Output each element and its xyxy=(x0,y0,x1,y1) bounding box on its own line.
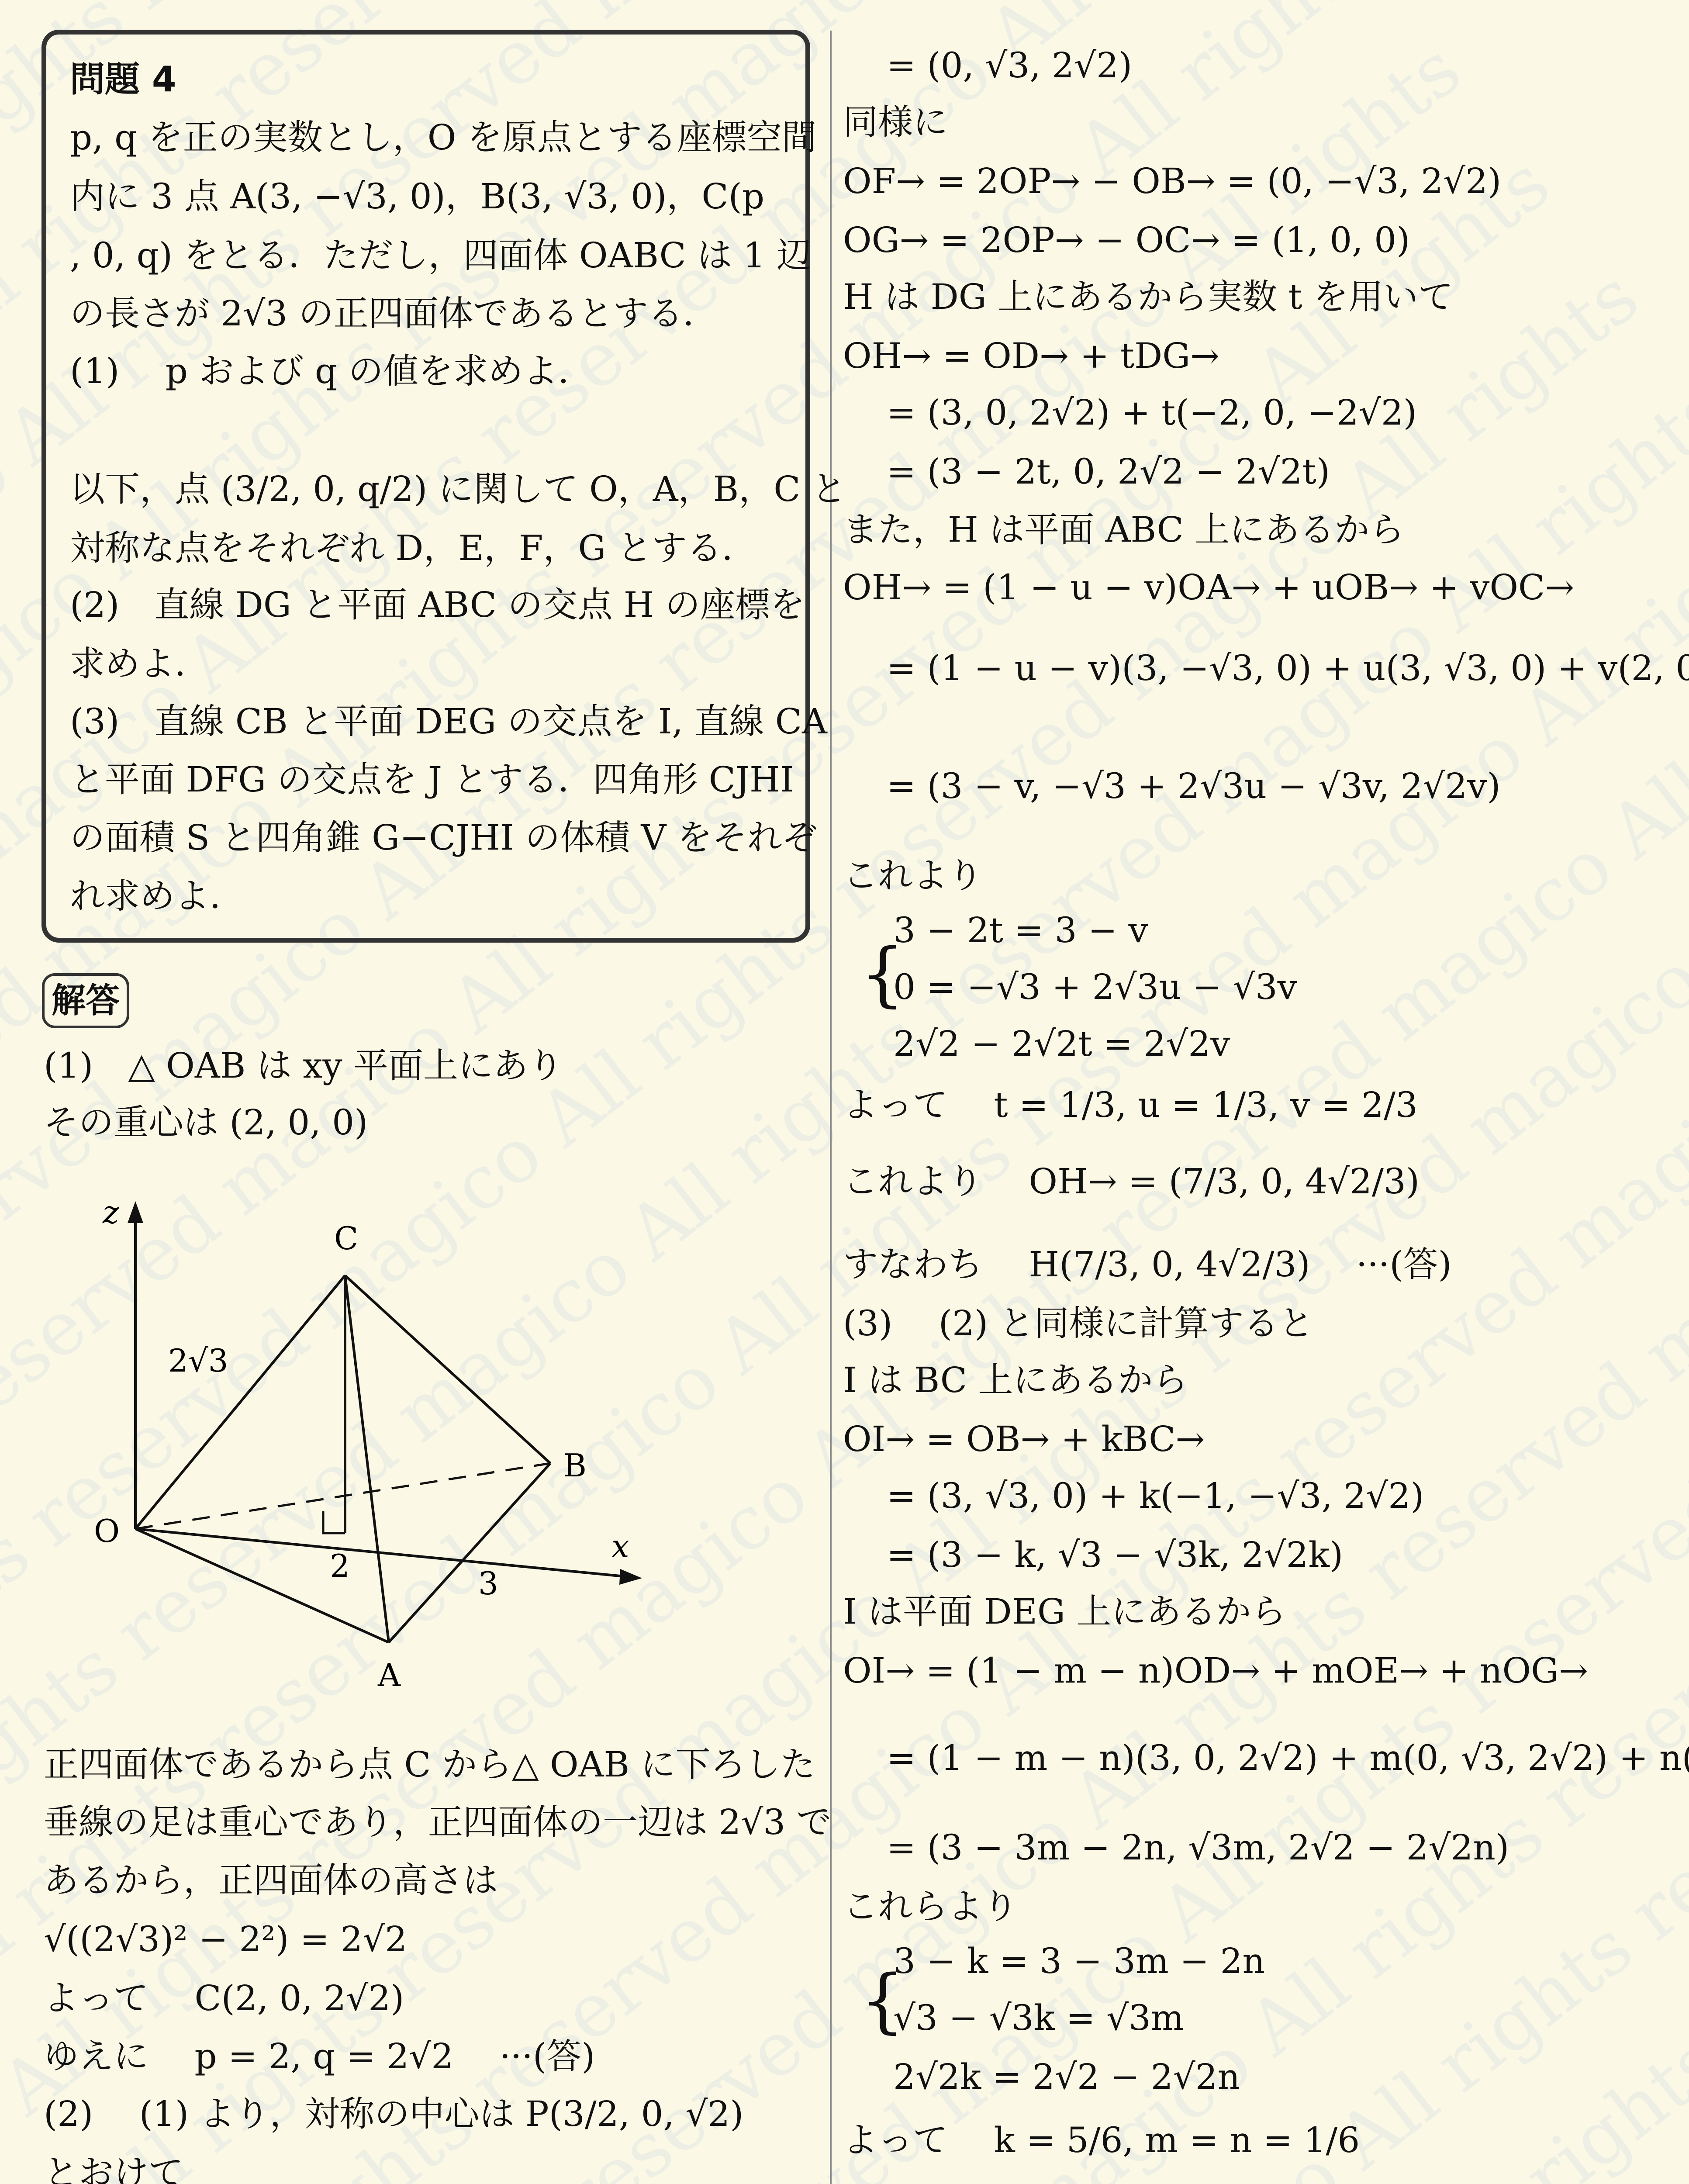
left-line: その重心は (2, 0, 0) xyxy=(44,1101,368,1144)
column-divider xyxy=(830,31,832,2184)
right-line: OH→ = (1 − u − v)OA→ + uOB→ + vOC→ xyxy=(843,566,1574,609)
brace: { xyxy=(860,909,905,1040)
left-line: とおけて xyxy=(44,2151,183,2184)
right-line: H は DG 上にあるから実数 t を用いて xyxy=(843,275,1453,319)
right-line: = (1 − m − n)(3, 0, 2√2) + m(0, √3, 2√2) + n xyxy=(887,1736,1689,1780)
problem-line: と平面 DFG の交点を J とする．四角形 CJHI xyxy=(70,758,794,802)
problem-line: (1) p および q の値を求めよ． xyxy=(70,349,593,393)
label-z: z xyxy=(102,1194,120,1230)
label-o: O xyxy=(94,1513,120,1549)
x-axis-line xyxy=(135,1529,629,1577)
right-line: = (0, √3, 2√2) xyxy=(887,44,1132,87)
right-line: 3 − k = 3 − 3m − 2n xyxy=(893,1939,1265,1983)
tetrahedron-figure xyxy=(52,1192,673,1708)
right-line: 3 − 2t = 3 − v xyxy=(893,909,1148,952)
problem-line: , 0, q) をとる．ただし，四面体 OABC は 1 辺 xyxy=(70,234,812,277)
right-line: よって k = 5/6, m = n = 1/6 xyxy=(843,2118,1360,2162)
right-line: I は BC 上にあるから xyxy=(843,1358,1188,1402)
edge-cb xyxy=(345,1275,550,1463)
problem-line: 求めよ． xyxy=(70,642,210,686)
edge-oa xyxy=(135,1529,389,1642)
left-line: 垂線の足は重心であり，正四面体の一辺は 2√3 で xyxy=(44,1800,832,1844)
problem-line: 内に 3 点 A(3, −√3, 0)，B(3, √3, 0)，C(p xyxy=(70,175,764,218)
edge-ob-hidden xyxy=(135,1463,550,1529)
problem-line: (2) 直線 DG と平面 ABC の交点 H の座標を xyxy=(70,583,805,627)
right-line: √3 − √3k = √3m xyxy=(893,1996,1184,2040)
right-line: これより OH→ = (7/3, 0, 4√2/3) xyxy=(843,1160,1420,1203)
x-axis-arrow xyxy=(619,1569,642,1585)
left-line: √((2√3)² − 2²) = 2√2 xyxy=(44,1918,407,1961)
right-line: これより xyxy=(843,854,983,898)
right-line: = (3, 0, 2√2) + t(−2, 0, −2√2) xyxy=(887,391,1417,435)
problem-line: の面積 S と四角錐 G−CJHI の体積 V をそれぞ xyxy=(70,816,817,860)
right-line: 2√2k = 2√2 − 2√2n xyxy=(893,2055,1240,2099)
right-line: = (3 − 3m − 2n, √3m, 2√2 − 2√2n) xyxy=(887,1826,1509,1870)
right-line: OG→ = 2OP→ − OC→ = (1, 0, 0) xyxy=(843,218,1410,262)
right-line: 0 = −√3 + 2√3u − √3v xyxy=(893,965,1297,1009)
right-line: よって t = 1/3, u = 1/3, v = 2/3 xyxy=(843,1083,1418,1127)
watermark: magico All rights reserved magico All reserved magico All rights reserved magico All rights reserved magico All rights reserved magico All rights reserved magico All rights reserved magico All rights reserved rights reserved magico All rights reserved magico All rights reserved rights reserved magico All rights reserved magico All rights All rights reserved magico All rights reserved magico All rights All rights reserved magico All rights reserved magico All All rights reserved magico All rights reserved magico All rights reserved magico All rights reserved magico reserved magico All rights reserved magico magico All rights reserved magico All rights reserved All rights reserved rights xyxy=(0,0,1689,2184)
left-line: ゆえに p = 2, q = 2√2 ···(答) xyxy=(44,2035,595,2078)
left-line: 正四面体であるから点 C から△ OAB に下ろした xyxy=(44,1743,815,1787)
problem-line: p, q を正の実数とし，O を原点とする座標空間 xyxy=(70,116,817,159)
right-line: また，H は平面 ABC 上にあるから xyxy=(843,508,1404,552)
problem-line: の長さが 2√3 の正四面体であるとする． xyxy=(70,292,718,335)
right-line: OI→ = OB→ + kBC→ xyxy=(843,1417,1205,1461)
right-line: = (1 − u − v)(3, −√3, 0) + u(3, √3, 0) + v(2, 0 xyxy=(887,646,1689,690)
right-line: = (3 − 2t, 0, 2√2 − 2√2t) xyxy=(887,450,1330,494)
problem-line: 以下，点 (3/2, 0, q/2) に関して O，A，B，C と xyxy=(70,467,846,511)
left-line: よって C(2, 0, 2√2) xyxy=(44,1977,404,2020)
problem-line: れ求めよ． xyxy=(70,874,245,918)
right-line: = (3 − v, −√3 + 2√3u − √3v, 2√2v) xyxy=(887,764,1501,808)
right-line: OI→ = (1 − m − n)OD→ + mOE→ + nOG→ xyxy=(843,1649,1588,1693)
edge-oc xyxy=(135,1275,345,1529)
right-line: OF→ = 2OP→ − OB→ = (0, −√3, 2√2) xyxy=(843,159,1501,203)
label-c: C xyxy=(334,1220,358,1257)
edge-ca xyxy=(345,1275,389,1642)
right-line: = (3, √3, 0) + k(−1, −√3, 2√2) xyxy=(887,1474,1424,1518)
problem-line: 対称な点をそれぞれ D，E，F，G とする． xyxy=(70,526,757,570)
right-line: 2√2 − 2√2t = 2√2v xyxy=(893,1022,1230,1066)
brace: { xyxy=(860,1935,905,2066)
right-line: (3) (2) と同様に計算すると xyxy=(843,1302,1314,1345)
left-line: あるから，正四面体の高さは xyxy=(44,1859,498,1902)
right-line: すなわち H(7/3, 0, 4√2/3) ···(答) xyxy=(843,1243,1452,1286)
z-axis-arrow xyxy=(128,1201,143,1223)
label-3: 3 xyxy=(478,1565,498,1602)
right-line: OH→ = OD→ + tDG→ xyxy=(843,334,1219,378)
edge-ab xyxy=(389,1463,550,1642)
right-line: これらより xyxy=(843,1885,1018,1928)
left-line: (1) △ OAB は xy 平面上にあり xyxy=(44,1044,563,1088)
right-line: 同様に xyxy=(843,100,948,144)
right-line: = (3 − k, √3 − √3k, 2√2k) xyxy=(887,1533,1343,1577)
left-line: (2) (1) より，対称の中心は P(3/2, 0, √2) xyxy=(44,2092,743,2136)
label-edge-length: 2√3 xyxy=(168,1342,228,1379)
label-x: x xyxy=(611,1528,629,1565)
problem-line: (3) 直線 CB と平面 DEG の交点を I, 直線 CA xyxy=(70,700,827,743)
right-angle-mark xyxy=(323,1511,345,1533)
label-2: 2 xyxy=(330,1548,350,1584)
problem-title: 問題 4 xyxy=(70,58,176,101)
label-b: B xyxy=(563,1447,587,1484)
answer-badge: 解答 xyxy=(42,973,129,1028)
right-line: I は平面 DEG 上にあるから xyxy=(843,1590,1286,1634)
label-a: A xyxy=(377,1657,401,1693)
